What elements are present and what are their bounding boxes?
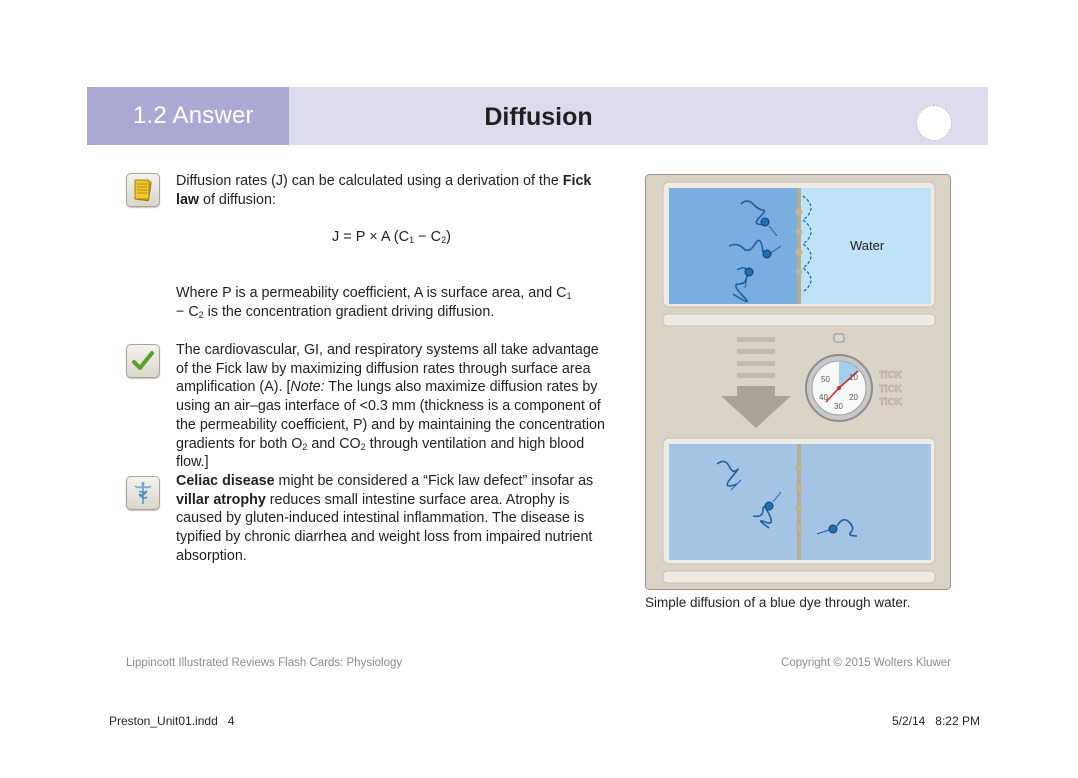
answer-tab-label: 1.2 Answer [133,102,254,129]
dye-side-water [669,188,799,304]
notepad-icon [126,173,160,207]
card-header [87,87,988,145]
systems-text: The cardiovascular, GI, and respiratory systems all take advantage of the Fick law by maximizing diffusion rates through surface area amplification (A). [Note: The lungs also maximize diffusion rates by using an air–gas interface of <0.3 mm (thickness is a component of the permeability coefficient, P) and by maintaining the concentration gradients for both $O_2$ and $CO_2$ through ventilation and high blood flow.] [176,342,605,471]
tick-labels [879,370,903,408]
svg-text:20: 20 [849,393,858,402]
circle-icon [916,105,952,141]
checkmark-icon [126,344,160,378]
diffusion-figure-svg [645,174,951,590]
svg-text:TiCK: TiCK [879,370,903,381]
svg-text:40: 40 [819,393,828,402]
svg-text:10: 10 [849,373,858,382]
figure-caption: Simple diffusion of a blue dye through water. [645,595,911,610]
top-tank [663,182,935,307]
svg-text:30: 30 [834,402,843,411]
diffusion-illustration [645,174,951,590]
bottom-tank [663,438,935,564]
celiac-text: Celiac disease might be considered a “Fick law defect” insofar as villar atrophy reduces small intestine surface area. Atrophy is caused by gluten-induced intestinal inflammation. The disease is typified by chronic diarrhea and weight loss from impaired nutrient absorption. [176,473,594,564]
water-label: Water [850,238,885,253]
page-title: Diffusion [484,103,593,131]
svg-text:TiCK: TiCK [879,397,903,408]
print-slug-file: Preston_Unit01.indd 4 [109,714,235,728]
fick-where-text: Where P is a permeability coefficient, A is surface area, and $C_1 - C_2$ is the concentration gradient driving diffusion. [176,285,572,320]
svg-text:50: 50 [821,375,830,384]
svg-text:TiCK: TiCK [879,384,903,395]
caduceus-icon [126,476,160,510]
fick-equation: J = P × A $(C_1 - C_2)$ [332,229,451,245]
fick-intro-text: Diffusion rates (J) can be calculated using a derivation of the Fick law of diffusion: [176,173,592,208]
footer-copyright: Copyright © 2015 Wolters Kluwer [781,657,951,669]
footer-book-title: Lippincott Illustrated Reviews Flash Cards: Physiology [126,657,403,669]
print-slug-date: 5/2/14 8:22 PM [891,714,980,728]
